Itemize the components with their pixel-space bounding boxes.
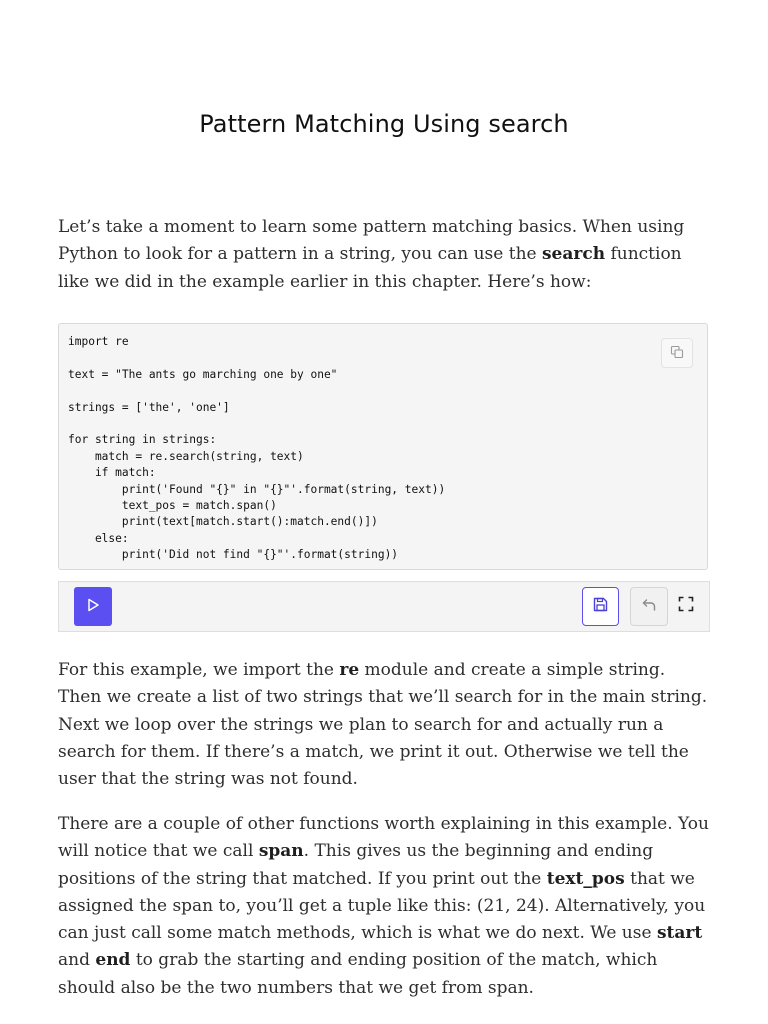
run-button[interactable]	[74, 587, 112, 626]
save-button[interactable]	[582, 587, 619, 626]
code-toolbar	[58, 581, 710, 632]
fullscreen-button[interactable]	[675, 591, 697, 621]
undo-icon	[641, 597, 657, 617]
inline-bold-start: start	[656, 923, 703, 944]
reset-button[interactable]	[630, 587, 668, 626]
inline-bold-re: re	[339, 660, 360, 680]
inline-bold-end: end	[95, 950, 131, 971]
page-title: Pattern Matching Using search	[199, 110, 569, 138]
inline-bold-text-pos: text_pos	[546, 868, 625, 889]
code-editor[interactable]	[58, 323, 708, 570]
play-icon	[85, 597, 101, 617]
intro-paragraph: Let’s take a moment to learn some pattern matching basics. When using Python to look for a pattern in a string, you can use the search function like we did in the example earlier in this chapter. Here’s how:	[58, 217, 685, 292]
functions-paragraph: There are a couple of other functions worth explaining in this example. You will notice that we call span. This gives us the beginning and ending positions of the string that matched. If you print out the text_pos that we assigned the span to, you’ll get a tuple like this: (21, 24). Alternatively, you can just call some match methods, which is what we do next. We use start and end to grab the starting and ending position of the match, which should also be the two numbers that we get from span.	[58, 814, 709, 998]
expand-icon	[678, 596, 694, 616]
copy-icon	[670, 344, 684, 363]
copy-button[interactable]	[661, 338, 693, 368]
inline-bold-span: span	[258, 841, 304, 862]
code-content[interactable]: import re text = "The ants go marching one by one" strings = ['the', 'one'] for string in strings: match = re.search(string, text) if match: print('Found "{}" in "{}"'.format(string, text)) text_pos = match.span() print(text[match.start():match.end()]) else: print('Did not find "{}"'.format(string))	[68, 335, 446, 562]
explanation-paragraph: For this example, we import the re module and create a simple string. Then we create a list of two strings that we’ll search for in the main string. Next we loop over the strings we plan to search for and actually run a search for them. If there’s a match, we print it out. Otherwise we tell the user that the string was not found.	[58, 660, 708, 790]
inline-bold-search: search	[541, 244, 606, 265]
save-icon	[592, 596, 609, 617]
